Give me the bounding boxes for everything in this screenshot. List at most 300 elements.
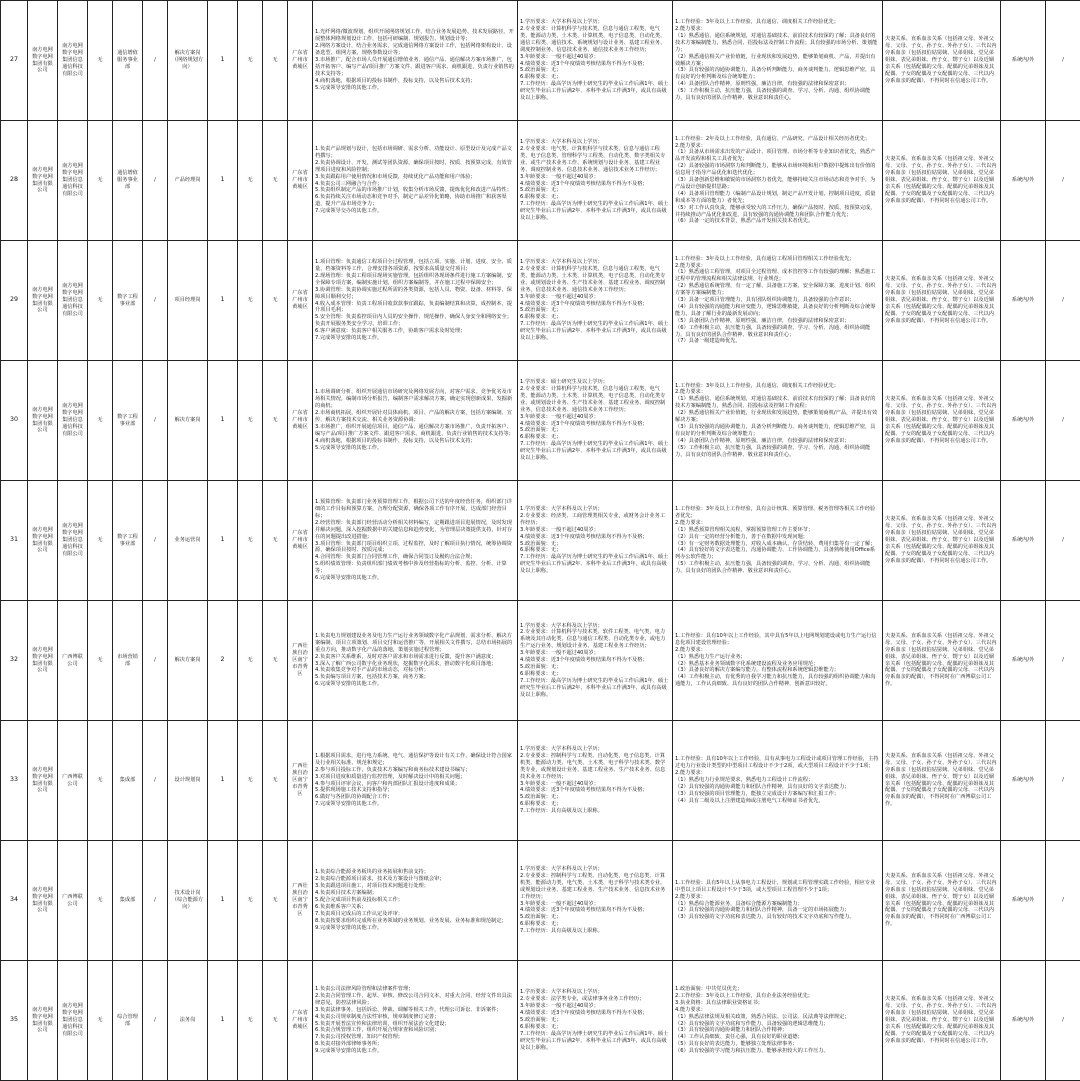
position-name: 设计规划岗 [168,721,208,841]
row-number: 27 [1,1,28,121]
position-name: 解决方案岗（网络规划方向） [168,1,208,121]
cell-line: 5.提供现场施工技术支持和指导； [315,787,515,794]
field-b: 无 [263,601,288,721]
cell-line: 3.市场推广，组织开展通信项目，通信产品、通信解决方案市场推广，负责开拓客户、编写产品/项目推广方案文件、跟进客户需求、商机跟进，负责行业销售的技术支持等； [315,424,515,438]
cell-line: 8.负责按要求组织完成所在业务领域的业务规划、业务发展、业务标准和规范制定； [315,918,515,925]
cell-line: 4.绩效要求：近3个年度绩效考核结果均不得为不及格； [520,907,670,914]
cell-line: 1.市场调研分析，组织开展通信市场研究及网络发展方向，对客户需求、竞争优劣及市场相关情况，编制市场分析报告，编制客户需求解决方案，确定实现创新成果，发掘新的商机； [315,389,515,410]
cell-line: （2）熟悉通信系统管理，有一定了解，具备施工方案、安全保障方案、进度计划、组织方案等方案编制能力； [675,283,880,297]
cell-line: 1.学历要求：大学本科及以上学历； [520,139,670,146]
parent-unit: 南方电网数字电网集团有限公司 [28,841,58,961]
cell-line: 4.负责公司规章制度合法性审核，规章制度修订完善； [315,1014,515,1021]
cell-line: （6）具有较强的学习能力和抗压能力，能够承担较大的工作压力。 [675,1048,880,1055]
job-duties [313,361,518,481]
field-b: 无 [263,121,288,241]
department: 综合管理部 [113,961,143,1081]
cell-line: 7.负责公司授权管理、知识产权管理； [315,1034,515,1041]
cell-line: 3.年龄要求：一般不超过40周岁； [520,650,670,657]
cell-line: 2.能力要求： [675,143,880,150]
recruit-scope: 系统内/外 [1001,481,1046,601]
cell-line: （1）熟悉电力生产运行业务； [675,654,880,661]
specific-requirements [673,361,883,481]
avoidance-relations: 夫妻关系、直系血亲关系（包括祖父母、外祖父母、父母、子女、孙子女、外孙子女）、三代以内旁系血亲（包括叔伯姑舅姨、兄弟姐妹、堂兄弟姐妹、表兄弟姐妹、侄子女、甥子女）以及近姻亲关系（包括配偶的父母、配偶的兄弟姐妹及其配偶、子女的配偶及子女配偶的父母、三代以内旁系血亲的配偶），不得同时在广西博联公司工作。 [883,721,1001,841]
cell-line: （3）具备创新思维和敏锐的市场洞察力者优先，能够持续关注市场动态和竞争对手，为产品设计创新提供思路； [675,177,880,191]
remarks: / [1046,601,1080,721]
cell-line: 7.工作经历：最高学历为博士研究生的毕业后工作后满1年、硕士研究生毕业后工作后满2年、本科毕业后工作满3年，或具有高级及以上职称。 [520,321,670,342]
work-location: 广东省广州市黄埔区 [288,241,313,361]
cell-line: 3.年龄要求：一般不超过40周岁； [520,294,670,301]
sub-unit: 无 [88,1,113,121]
cell-line: 7.工作经历：具有高级及以上职称。 [520,808,670,815]
department: 数字工程事业部 [113,481,143,601]
remarks: / [1046,121,1080,241]
basic-requirements [518,841,673,961]
cell-line: 6.完成领导安排的其他工作。 [315,575,515,582]
cell-line: 2.专业要求：计算机科学与技术类、信息与通信工程类、电气类、能源动力类、土木类、计算机类、电子信息类、自动化类专业，或规划设计业务、生产技术业务、基建工程业务、调度控制业务、信息技术业务、通信技术业务工作经历； [520,386,670,414]
cell-line: 8.负责对接外部律师事务所； [315,1041,515,1048]
sub-unit: 无 [88,361,113,481]
remarks: / [1046,361,1080,481]
cell-line: 1.工作经验：3年及以上工作经验，具有通信工程项目管理相关工作经验优先； [675,256,880,263]
row-number: 29 [1,241,28,361]
field-b: 无 [263,721,288,841]
remarks: / [1046,241,1080,361]
cell-line: （2）具备较强的市场洞察力和判断能力，能够从市场环境和用户数据中提炼出有价值的信息用于指导产品优化和迭代优化； [675,163,880,177]
cell-line: 3.年龄要求：一般不超过40周岁； [520,527,670,534]
job-duties [313,961,518,1081]
cell-line: 1.负责电力规划建设业务及电力生产运行业务领域数字化产品规划、需求分析、解决方案编制、项目立项策划、项目交付和运营推广等，开展相关文件撰写，总结市场拓展的重点方向，推动数字化产品的落地，策划实施过程管理； [315,633,515,654]
avoidance-relations: 夫妻关系、直系血亲关系（包括祖父母、外祖父母、父母、子女、孙子女、外孙子女）、三代以内旁系血亲（包括叔伯姑舅姨、兄弟姐妹、堂兄弟姐妹、表兄弟姐妹、侄子女、甥子女）以及近姻亲关系（包括配偶的父母、配偶的兄弟姐妹及其配偶、子女的配偶及子女配偶的父母、三代以内旁系血亲的配偶），不得同时在信通公司工作。 [883,481,1001,601]
work-location: 广西壮族自治区南宁市青秀区 [288,601,313,721]
recruit-scope: 系统内/外 [1001,841,1046,961]
remarks: / [1046,481,1080,601]
cell-line: 2.工作经验：3年及以上工作经验，具有企业法务经验优先； [675,993,880,1000]
position-name: 项目经理岗 [168,241,208,361]
cell-line: 2.经营管理：负责部门经营活动分析相关材料编写，定期跟进项目进展情况，及时发现并解决问题，深入挖掘数据中的关键信息和趋势变化，为管理层决策提供支持，针对存在的问题提出改进措施； [315,520,515,541]
department: 通信增值服务事业部 [113,121,143,241]
cell-line: 1.工作经验：3年及以上工作经验，具有通信、调度相关工作经验优先； [675,383,880,390]
cell-line: （4）具备团队合作精神，原则性强，廉洁自律，有较强的法律和保密意识； [675,81,880,88]
cell-line: （4）具备项目管理能力（编制产品设计规划，制定产品开发计划，控制项目进度，质量和成本等方面的能力）者优先； [675,191,880,205]
parent-unit: 南方电网数字电网集团有限公司 [28,361,58,481]
cell-line: 4.收入成本管理：负责工程项目收款款事宜跟踪，负责编制结算和决算，成控制本，提升项目毛利； [315,301,515,315]
cell-line: 3.年龄要求：一般不超过40周岁； [520,54,670,61]
sub-unit: 无 [88,241,113,361]
cell-line: 6.负责持续关注市场动态和竞争对手，制定产品差异化策略，协助市场推广和获客渠道，提升产品市场竞争力； [315,194,515,208]
parent-unit: 南方电网数字电网集团有限公司 [28,121,58,241]
cell-line: 2.能力要求： [675,647,880,654]
cell-line: （4）具有二级及以上注册建造师或注册电气工程师证书者优先。 [675,798,880,805]
sub-unit: 无 [88,841,113,961]
cell-line: 7.工作经历：最高学历为博士研究生的毕业后工作后满1年、硕士研究生毕业后工作后满2年、本科毕业后工作满3年，或具有高级及以上职称。 [520,81,670,102]
cell-line: 4.绩效要求：近3个年度绩效考核结果均不得为不及格； [520,787,670,794]
job-duties [313,721,518,841]
field-a: 无 [238,361,263,481]
sub-department: / [143,481,168,601]
cell-line: 3.年龄要求：一般不超过40周岁； [520,174,670,181]
cell-line: （5）工作积极主动，抗压能力强，具备较强的调查、学习、分析、沟通、组织协调能力，具有良好的团队合作精神、敬业意识和责任心。 [675,445,880,459]
cell-line: 3.年龄要求：一般不超过40周岁； [520,781,670,788]
sub-department: / [143,241,168,361]
headcount: 1 [208,721,238,841]
cell-line: （1）熟悉电力行业规范要求，熟悉电力工程设计工作流程； [675,777,880,784]
table-row [1,241,1080,361]
sub-unit: 无 [88,121,113,241]
cell-line: 1.学历要求：大学本科及以上学历； [520,623,670,630]
cell-line: 1.工作经验：2年及以上工作经验，具有通信、产品研究、产品设计相关经历者优先； [675,136,880,143]
cell-line: 7.完成领导安排的其他工作。 [315,801,515,808]
cell-line: 4.绩效要求：近3个年度绩效考核结果均不得为不及格； [520,301,670,308]
cell-line: 4.绩效要求：近3个年度绩效考核结果均不得为不及格； [520,181,670,188]
headcount: 1 [208,361,238,481]
cell-line: 2.专业要求：计算机科学与技术类、信息与通信工程类、电气类、能源动力类、土木类、计算机类、电子信息类、自动化类、通信工程类、通信技术、系统规划与设计业务、基建工程业务、调度控制业务、信息技术业务、通信技术业务工作经历； [520,26,670,54]
sub-department: / [143,721,168,841]
basic-requirements [518,121,673,241]
field-a: 无 [238,961,263,1081]
department: 市场营销部 [113,601,143,721]
field-a: 无 [238,1,263,121]
cell-line: 7.工作经历：最高学历为博士研究生的毕业后工作后满1年、硕士研究生毕业后工作后满2年、本科毕业后工作满3年，或具有高级及以上职称。 [520,201,670,222]
cell-line: （3）具有较强的项目管理能力，能独立完成设计方案编写和汇报工作； [675,791,880,798]
field-b: 无 [263,841,288,961]
table-row [1,721,1080,841]
cell-line: 1.政治面貌：中共党员优先； [675,986,880,993]
cell-line: 1.学历要求：大学本科及以上学历； [520,19,670,26]
cell-line: 2.能力要求： [675,263,880,270]
cell-line: 5.负责编写项目方案，包括技术方案、商务方案； [315,674,515,681]
cell-line: 7.负责项目完成后的工作认定及评审； [315,911,515,918]
cell-line: 2.能力要求： [675,520,880,527]
table-row [1,961,1080,1081]
sub-department: / [143,961,168,1081]
cell-line: 2.专业要求：计算机科学与技术类、信息与通信工程类、电气类、能源动力类、土木类、计算机类、电子信息类、自动化类专业，或规划设计业务、生产技术业务、基建工程业务、调度控制业务、信息技术业务、通信技术业务工作经历； [520,266,670,294]
job-duties [313,241,518,361]
cell-line: 5.政治面貌：无； [520,914,670,921]
specific-requirements [673,1,883,121]
cell-line: （4）工作积极主动，有优秀的自我学习能力和抗压能力，具有较强的组织协调能力和沟通能力，工作认真细致、具有良好的团队合作精神，创新意识较好。 [675,674,880,688]
sub-unit: 无 [88,961,113,1081]
sub-department: / [143,841,168,961]
cell-line: （2）熟悉基本业务领域数字化系统建设流程及业务应用规范； [675,661,880,668]
sub-unit: 无 [88,721,113,841]
field-a: 无 [238,481,263,601]
cell-line: 1.工作经验：3年及以上工作经验，具有通信、调度相关工作经验优先； [675,19,880,26]
cell-line: 5.配合完成项目售前及投标相关工作； [315,897,515,904]
hiring-unit: 南方电网数字电网集团信息通信科技有限公司 [58,481,88,601]
cell-line: （5）工作积极主动，抗压能力强，具备较强的调查、学习、分析、沟通、组织协调能力，具有良好的团队合作精神、敬业意识和责任心。 [675,561,880,575]
cell-line: 1.学历要求：大学本科及以上学历； [520,746,670,753]
cell-line: （1）具备从市场需求出发的产品设计、项目管理、市场分析等专业知识者优先，熟悉产品开发流程和相关工具者优先； [675,149,880,163]
cell-line: （4）工作认真细致、责任心强，具有良好的职业道德； [675,1034,880,1041]
cell-line: （4）具有较强的沟通能力和应变能力，逻辑思维敏捷，具备良好的分析判断及综合统筹能力，具备了解行业的最新发展动向； [675,304,880,318]
cell-line: （2）具有一定的经营分析能力，善于在数据中发现问题； [675,534,880,541]
headcount: 1 [208,961,238,1081]
job-duties [313,1,518,121]
work-location: 广西壮族自治区南宁市青秀区 [288,841,313,961]
cell-line: （2）熟悉通信相关产业价值链，行业现状和发展趋势，能够策划商机、产品，并提出有效解决方案； [675,54,880,68]
recruit-scope: 系统内/外 [1001,961,1046,1081]
headcount: 2 [208,601,238,721]
cell-line: 7.工作经历：最高学历为博士研究生的毕业后工作后满1年、硕士研究生毕业后工作后满2年、本科毕业后工作满3年，或具有高级及以上职称。 [520,1031,670,1052]
cell-line: （6）具备一定的技术背景，熟悉产品开发相关技术者优先。 [675,218,880,225]
department: 集成部 [113,721,143,841]
headcount: 1 [208,1,238,121]
cell-line: 2.网络方案设计，结合业务需求，完成通信网络方案设计工作，包括网络架构设计、设备选型、组网方案、规格参数设计等； [315,43,515,57]
cell-line: 1.负责综合能源业务板块的业务拓展和售前支持； [315,869,515,876]
avoidance-relations: 夫妻关系、直系血亲关系（包括祖父母、外祖父母、父母、子女、孙子女、外孙子女）、三代以内旁系血亲（包括叔伯姑舅姨、兄弟姐妹、堂兄弟姐妹、表兄弟姐妹、侄子女、甥子女）以及近姻亲关系（包括配偶的父母、配偶的兄弟姐妹及其配偶、子女的配偶及子女配偶的父母、三代以内旁系血亲的配偶），不得同时在信通公司工作。 [883,961,1001,1081]
cell-line: 2.负责客户关系维系，及时对客户需求和市场需求进行反馈，提升客户满意度； [315,654,515,661]
avoidance-relations: 夫妻关系、直系血亲关系（包括祖父母、外祖父母、父母、子女、孙子女、外孙子女）、三代以内旁系血亲（包括叔伯姑舅姨、兄弟姐妹、堂兄弟姐妹、表兄弟姐妹、侄子女、甥子女）以及近姻亲关系（包括配偶的父母、配偶的兄弟姐妹及其配偶、子女的配偶及子女配偶的父母、三代以内旁系血亲的配偶），不得同时在信通公司工作。 [883,121,1001,241]
field-b: 无 [263,241,288,361]
job-duties [313,841,518,961]
cell-line: 7.工作经历：具有高级及以上职称。 [520,928,670,935]
cell-line: 6.负责合规管理工作，组织开展合规审查和风险识别； [315,1027,515,1034]
cell-line: 1.工作经验：3年及以上工作经验，具有会计核算、预算管理、税务管理等相关工作经验者优先； [675,506,880,520]
cell-line: 6.职称要求：无； [520,547,670,554]
cell-line: 5.负责组织制定产品的市场推广计划，收集分析市场反馈，提炼优化和改进产品特性； [315,187,515,194]
cell-line: 2.专业要求：电气类、计算机科学与技术类、信息与通信工程类、电子信息类、管理科学与工程类、自动化类、数字类相关专业，或生产技术业务工作、系统规划与设计业务、基建工程业务、调度控制业务、信息技术业务、通信技术业务工作经历； [520,146,670,174]
cell-line: 1.负责产品规划与设计，包括市场调研、需求分析、功能设计、原型设计及完成产品文档撰写； [315,146,515,160]
field-b: 无 [263,961,288,1081]
cell-line: 5.政治面貌：无； [520,427,670,434]
work-location: 广东省广州市黄埔区 [288,1,313,121]
table-row [1,1,1080,121]
cell-line: 4.合同管理：负责部门合同管理工作，确保合同签订及履约合法合规； [315,554,515,561]
work-location: 广东省广州市黄埔区 [288,961,313,1081]
department: 通信增值服务事业部 [113,1,143,121]
row-number: 32 [1,601,28,721]
cell-line: （3）具有较强的文字功底和表达能力，具有较好的技术文字功底和写作能力。 [675,914,880,921]
table-row [1,841,1080,961]
cell-line: （2）具有较强的文字功底和写作能力，具备较强的逻辑思维能力； [675,1021,880,1028]
field-b: 无 [263,361,288,481]
cell-line: 4.负责公司三网融合与合作； [315,181,515,188]
remarks: / [1046,961,1080,1081]
field-a: 无 [238,121,263,241]
job-duties [313,481,518,601]
cell-line: 4.负责收集竞争对手产品的市场动态，对标分析； [315,667,515,674]
cell-line: （3）有一定财务数据处理能力，对收入成本确认、存货结转、费用归集等有一定了解； [675,541,880,548]
cell-line: 3.负责跟进项目施工，对项目技术问题进行处理； [315,883,515,890]
cell-line: 5.安全管理：负责监控项目内人员的安全操作、规范操作，确保人身安全和网络安全；负责开展服务类安全学习、培训工作； [315,314,515,328]
cell-line: 5.政治面貌：无； [520,664,670,671]
cell-line: 3.负责跟踪用户使用情况和市场反馈，持续优化产品功能和用户体验； [315,174,515,181]
cell-line: （1）熟悉综合能源业务，具备综合能源方案编制能力； [675,901,880,908]
remarks: / [1046,721,1080,841]
avoidance-relations: 夫妻关系、直系血亲关系（包括祖父母、外祖父母、父母、子女、孙子女、外孙子女）、三代以内旁系血亲（包括叔伯姑舅姨、兄弟姐妹、堂兄弟姐妹、表兄弟姐妹、侄子女、甥子女）以及近姻亲关系（包括配偶的父母、配偶的兄弟姐妹及其配偶、子女的配偶及子女配偶的父母、三代以内旁系血亲的配偶），不得同时在广西博联公司工作。 [883,601,1001,721]
cell-line: 2.能力要求： [675,770,880,777]
field-b: 无 [263,1,288,121]
hiring-unit: 南方电网数字电网集团信息通信科技有限公司 [58,241,88,361]
cell-line: （3）具有较强的沟通协调能力和团队合作精神； [675,1027,880,1034]
sub-department: / [143,601,168,721]
row-number: 34 [1,841,28,961]
cell-line: 4.绩效要求：近3个年度绩效考核结果均不得为不及格； [520,657,670,664]
cell-line: （3）具备一定项目管理能力，具有团队组织协调能力，具备较强的合作意识； [675,297,880,304]
cell-line: 7.完成领导安排的其他工作。 [315,335,515,342]
cell-line: 2.专业要求：经济类、工商管理类相关专业，或财务会计业务工作经历； [520,513,670,527]
headcount: 1 [208,241,238,361]
cell-line: 6.做好与各团队的协调配合工作； [315,794,515,801]
cell-line: 2.负责合同管理工作，起草、审核、修改公司合同文本，对重大合同、经营文件出具法律意见，防控法律风险； [315,993,515,1007]
cell-line: 2.负责综合能源项目需求，技术及方案设计与图纸会审； [315,876,515,883]
work-location: 广东省广州市黄埔区 [288,361,313,481]
cell-line: 1.工作经验：具有10年以上工作经验，其中具有5年以上电网规划建设或电力生产运行信息化项目建设管理经验； [675,633,880,647]
cell-line: 2.专业要求：计算机科学与技术类、软件工程类、电气类、电力系统及其自动化类、信息与通信工程类、自动化类专业，或电力生产运行业务、规划设计业务、基建工程业务工作经历； [520,629,670,650]
recruit-scope: 系统内/外 [1001,601,1046,721]
cell-line: 5.组织绩效管理：负责组织部门绩效考核中涉及经营指标的分析、监控、分析、计算等； [315,561,515,575]
cell-line: 4.商机落地，根据项目的投标书制作、投标支持，以及售后技术支持； [315,78,515,85]
cell-line: 2.能力要求： [675,894,880,901]
recruit-scope: 系统内/外 [1001,361,1046,481]
sub-department: / [143,361,168,481]
specific-requirements [673,841,883,961]
cell-line: 6.负责维系客户关系； [315,904,515,911]
table-row [1,361,1080,481]
cell-line: 2.负责协调设计、开发、测试等团队资源，确保项目按时、按质、按预算完成，有效管理项目进度和风险控制； [315,160,515,174]
cell-line: 1.学历要求：大学本科及以上学历； [520,866,670,873]
parent-unit: 南方电网数字电网集团有限公司 [28,601,58,721]
cell-line: 4.负责项目技术方案编制； [315,890,515,897]
cell-line: 6.职称要求：无； [520,1024,670,1031]
cell-line: 3.市场推广，配合市场人员开展通信增值业务、通信产品、通信解决方案市场推广，包括开拓客户、编写产品/项目推广方案文件、跟进客户需求、商机跟进，负责行业销售的技术支持等； [315,57,515,78]
cell-line: 4.绩效要求：近3个年度绩效考核结果均不得为不及格； [520,534,670,541]
basic-requirements [518,1,673,121]
cell-line: 2.市场商机拓展，组织开展针对具体商机、项目、产品的解决方案，包括方案编制、宣传、解决方案技术交流、相关业务资源协调； [315,410,515,424]
table-row [1,601,1080,721]
cell-line: 2.专业要求：控制科学与工程类、自动化类、电子信息类、计算机类、能源动力类、电气类、土木类、电子科学与技术类、数学类专业，或规划设计业务、基建工程业务、生产技术业务、信息技术业务工作经历； [520,753,670,781]
department: 数字工程事业部 [113,241,143,361]
cell-line: 3.执业资格：具有法律职业资格证书； [675,1000,880,1007]
cell-line: （4）具有较好的文字表达能力，沟通协调能力、工作协调能力，具备熟练使用Office系列办公软件能力； [675,547,880,561]
cell-line: 2.参与项目投标工作，负责技术方案编写和商务标技术建设书编写； [315,767,515,774]
cell-line: 1.学历要求：大学本科及以上学历； [520,506,670,513]
cell-line: 6.完成领导安排的其他工作。 [315,681,515,688]
basic-requirements [518,241,673,361]
parent-unit: 南方电网数字电网集团有限公司 [28,1,58,121]
sub-department: / [143,1,168,121]
job-duties [313,121,518,241]
cell-line: 5.政治面貌：无； [520,541,670,548]
cell-line: （5）具备团队合作精神，原则性强，廉洁自律，有较强的法律和保密意识； [675,318,880,325]
position-name: 技术设计岗（综合能源方向） [168,841,208,961]
cell-line: 6.职称要求：无； [520,434,670,441]
cell-line: 6.职称要求：无； [520,74,670,81]
position-name: 法务岗 [168,961,208,1081]
field-a: 无 [238,721,263,841]
specific-requirements [673,121,883,241]
cell-line: （2）熟悉通信相关产业价值链，行业现状和发展趋势，能够策划商机/产品，并提出有效解决方案； [675,410,880,424]
sub-department: / [143,121,168,241]
cell-line: 1.学历要求：大学本科及以上学历； [520,259,670,266]
recruit-scope: 系统内/外 [1001,721,1046,841]
basic-requirements [518,961,673,1081]
cell-line: 5.完成领导安排的其他工作。 [315,445,515,452]
basic-requirements [518,721,673,841]
cell-line: （7）具备一级建造师优先。 [675,338,880,345]
recruit-scope: 系统内/外 [1001,241,1046,361]
cell-line: 2.现场管理：负责工程项目现场实施管理，包括组织各现场条件进行施工方案编制，安全保障专项方案，编制实施计划，组织方案编制等，并在施工过程中保障安全； [315,273,515,287]
cell-line: 7.完成领导交办的其他工作。 [315,208,515,215]
cell-line: 2.专业要求：法学类专业，或法律事务业务工作经历； [520,996,670,1003]
work-location: 广东省广州市黄埔区 [288,121,313,241]
cell-line: （3）具备良好的解决方案编写能力，有整体流程和系统逻辑思维能力； [675,667,880,674]
cell-line: 3.项目管理：负责部门项目组织立项、过程监控，及时了解项目执行情况，统筹协调资源，确保项目按时、按质完成； [315,541,515,555]
cell-line: 4.绩效要求：近3个年度绩效考核结果均不得为不及格； [520,1010,670,1017]
remarks: / [1046,841,1080,961]
position-name: 解决方案岗 [168,361,208,481]
specific-requirements [673,961,883,1081]
cell-line: 1.根据项目需求，进行电力系统、电气、通信保护等设计有关工作，确保设计符合国家及行业相关标准、规范和规定； [315,753,515,767]
cell-line: 1.项目管理：负责通信工程项目全过程管理，包括立项、实施、计划、进度、安全、质量、档案资料等工作，合理安排各项资源，按要求高质量交付项目； [315,259,515,273]
recruit-scope: 系统内/外 [1001,1,1046,121]
row-number: 31 [1,481,28,601]
cell-line: 5.政治面貌：无； [520,67,670,74]
work-location: 广东省广州市黄埔区 [288,481,313,601]
cell-line: （4）具备团队合作精神，原则性强，廉洁自律，有较强的法律和保密意识； [675,438,880,445]
cell-line: 6.职称要求：无； [520,921,670,928]
cell-line: 3.年龄要求：一般不超过40周岁； [520,414,670,421]
department: 集成部 [113,841,143,961]
parent-unit: 南方电网数字电网集团有限公司 [28,241,58,361]
cell-line: 3.年龄要求：一般不超过40周岁； [520,901,670,908]
cell-line: 6.职称要求：无； [520,671,670,678]
department: 数字工程事业部 [113,361,143,481]
row-number: 28 [1,121,28,241]
position-name: 业务运营岗 [168,481,208,601]
hiring-unit: 南方电网数字电网集团信息通信科技有限公司 [58,1,88,121]
cell-line: （1）熟悉通信工程管理，对项目全过程管理、成本管控等工作有较强的理解；熟悉施工过程中的管理流程和相关法律法规、行业规范； [675,269,880,283]
avoidance-relations: 夫妻关系、直系血亲关系（包括祖父母、外祖父母、父母、子女、孙子女、外孙子女）、三代以内旁系血亲（包括叔伯姑舅姨、兄弟姐妹、堂兄弟姐妹、表兄弟姐妹、侄子女、甥子女）以及近姻亲关系（包括配偶的父母、配偶的兄弟姐妹及其配偶、子女的配偶及子女配偶的父母、三代以内旁系血亲的配偶），不得同时在广西博联公司工作。 [883,841,1001,961]
cell-line: 2.能力要求： [675,389,880,396]
hiring-unit: 南方电网数字电网集团信息通信科技有限公司 [58,361,88,481]
cell-line: （2）具有较强的沟通协调能力和团队合作精神，具有良好的文字表达能力； [675,784,880,791]
sub-unit: 无 [88,481,113,601]
cell-line: 7.工作经历：最高学历为博士研究生的毕业后工作后满1年、硕士研究生毕业后工作后满2年、本科毕业后工作满3年，或具有高级及以上职称。 [520,678,670,699]
avoidance-relations: 夫妻关系、直系血亲关系（包括祖父母、外祖父母、父母、子女、孙子女、外孙子女）、三代以内旁系血亲（包括叔伯姑舅姨、兄弟姐妹、堂兄弟姐妹、表兄弟姐妹、侄子女、甥子女）以及近姻亲关系（包括配偶的父母、配偶的兄弟姐妹及其配偶、子女的配偶及子女配偶的父母、三代以内旁系血亲的配偶），不得同时在信通公司工作。 [883,241,1001,361]
parent-unit: 南方电网数字电网集团有限公司 [28,961,58,1081]
cell-line: 3.负责法律事务，包括诉讼、仲裁、调解等相关工作，代理公司诉讼、非诉案件； [315,1007,515,1014]
table-body [1,1,1080,1081]
field-a: 无 [238,241,263,361]
row-number: 35 [1,961,28,1081]
cell-line: （1）熟悉通信、通信系统规划，对通信基础技术、前沿技术有较深的了解；具备良好的技术方案编制能力，熟悉合同、招投标法及控制工作流程；具有较强的市场分析、策划能力； [675,33,880,54]
specific-requirements [673,481,883,601]
cell-line: 1.学历要求：大学本科及以上学历； [520,989,670,996]
cell-line: 1.负责公司法律风险管理和法律案件管理； [315,986,515,993]
position-name: 产品经理岗 [168,121,208,241]
parent-unit: 南方电网数字电网集团有限公司 [28,721,58,841]
basic-requirements [518,481,673,601]
cell-line: （5）工作积极主动，抗压能力强，具备较强的调查、学习、分析、沟通、组织协调能力，具有良好的团队合作精神、敬业意识和责任心。 [675,88,880,102]
avoidance-relations: 夫妻关系、直系血亲关系（包括祖父母、外祖父母、父母、子女、孙子女、外孙子女）、三代以内旁系血亲（包括叔伯姑舅姨、兄弟姐妹、堂兄弟姐妹、表兄弟姐妹、侄子女、甥子女）以及近姻亲关系（包括配偶的父母、配偶的兄弟姐妹及其配偶、子女的配偶及子女配偶的父母、三代以内旁系血亲的配偶），不得同时在信通公司工作。 [883,1,1001,121]
hiring-unit: 广西博联公司 [58,841,88,961]
basic-requirements [518,601,673,721]
cell-line: （3）具有较强的沟通协调能力，具备分析判断能力、商务谈判能力，逻辑思维严密，具有良好的分析判断及综合统筹能力； [675,424,880,438]
cell-line: 5.负责开展普法宣传和法律培训，组织开展法治文化建设； [315,1021,515,1028]
cell-line: 3.协调管理：负责协调实施过程所需的各类资源，包括人员、物资、设备、材料等，保障项目顺利交付； [315,287,515,301]
cell-line: 1.学历要求：硕士研究生及以上学历； [520,379,670,386]
cell-line: （2）具有较强的沟通协调能力和团队合作精神，具备一定的市场拓展能力； [675,907,880,914]
cell-line: 2.能力要求： [675,26,880,33]
cell-line: 4.商机落地，根据项目的投标书制作、投标支持，以及售后技术支持； [315,438,515,445]
cell-line: 5.完成领导安排的其他工作。 [315,85,515,92]
cell-line: （1）熟悉法律法规及相关政策，熟悉合同法、公司法、民法典等法律规定； [675,1014,880,1021]
hiring-unit: 南方电网数字电网集团信息通信科技有限公司 [58,961,88,1081]
cell-line: （1）熟悉预算管理相关流程，掌握预算管理工作主要环节； [675,527,880,534]
parent-unit: 南方电网数字电网集团有限公司 [28,481,58,601]
cell-line: 6.职称要求：无； [520,314,670,321]
